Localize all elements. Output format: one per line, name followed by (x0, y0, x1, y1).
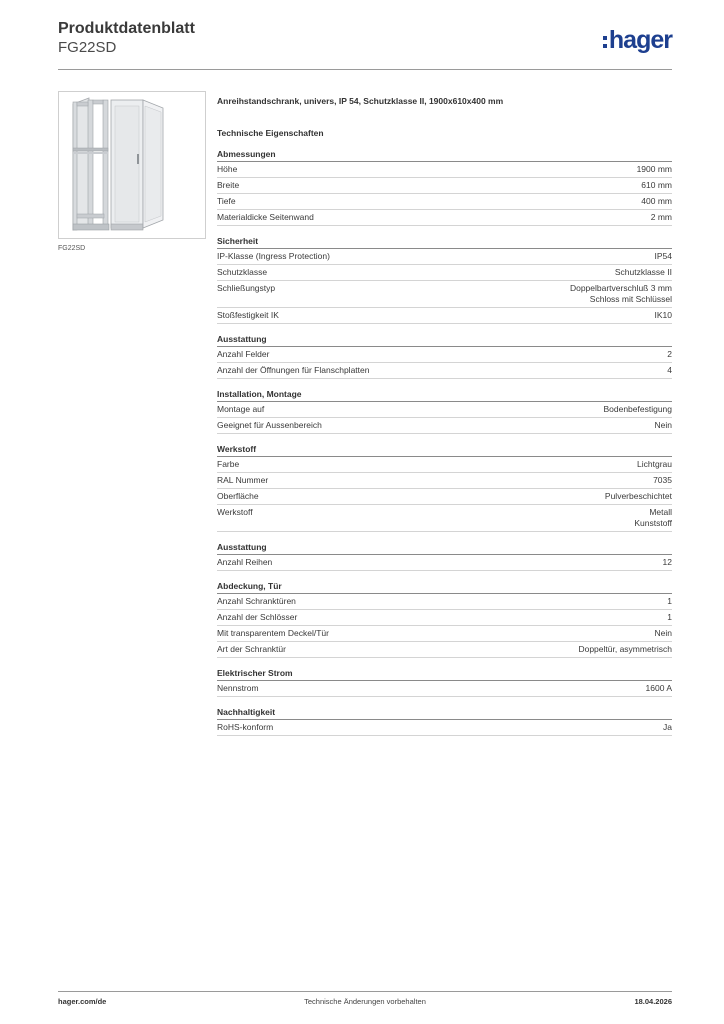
spec-sections (217, 149, 672, 736)
spec-label: RAL Nummer (217, 475, 269, 485)
spec-label: Schutzklasse (217, 267, 268, 277)
product-image (58, 91, 206, 239)
spec-value-line: Bodenbefestigung (603, 404, 672, 414)
spec-value-line: Kunststoff (634, 518, 672, 528)
spec-label: Breite (217, 180, 240, 190)
spec-label: Schließungstyp (217, 283, 276, 293)
spec-value-line: 400 mm (641, 196, 672, 206)
spec-section (217, 444, 672, 532)
spec-row (217, 281, 672, 308)
spec-row (217, 555, 672, 571)
spec-value (570, 283, 672, 305)
spec-value-line: 2 (667, 349, 672, 359)
spec-value-line: Pulverbeschichtet (604, 491, 672, 501)
spec-row (217, 594, 672, 610)
page-footer (58, 997, 672, 1009)
spec-value (655, 251, 673, 262)
section-title: Nachhaltigkeit (217, 707, 672, 720)
spec-value (637, 459, 672, 470)
spec-row (217, 457, 672, 473)
section-title: Installation, Montage (217, 389, 672, 402)
spec-label: Werkstoff (217, 507, 253, 517)
spec-label: IP-Klasse (Ingress Protection) (217, 251, 330, 261)
spec-value (578, 644, 672, 655)
section-title: Sicherheit (217, 236, 672, 249)
spec-section (217, 236, 672, 324)
spec-value (615, 267, 672, 278)
spec-section (217, 334, 672, 379)
spec-value-line: Ja (663, 722, 672, 732)
spec-value (667, 349, 672, 360)
logo-text: hager (608, 26, 672, 54)
spec-label: Farbe (217, 459, 240, 469)
spec-row (217, 162, 672, 178)
spec-section (217, 149, 672, 226)
spec-row (217, 402, 672, 418)
spec-value (646, 683, 672, 694)
spec-label: Tiefe (217, 196, 236, 206)
spec-label: Materialdicke Seitenwand (217, 212, 314, 222)
spec-row (217, 642, 672, 658)
spec-row (217, 178, 672, 194)
spec-value (655, 628, 672, 639)
spec-row (217, 720, 672, 736)
section-title: Elektrischer Strom (217, 668, 672, 681)
spec-label: Anzahl der Öffnungen für Flanschplatten (217, 365, 370, 375)
spec-value-line: 1 (667, 596, 672, 606)
spec-value (653, 475, 672, 486)
spec-row (217, 347, 672, 363)
spec-section (217, 707, 672, 736)
section-title: Abdeckung, Tür (217, 581, 672, 594)
spec-label: Montage auf (217, 404, 265, 414)
spec-label: Anzahl Felder (217, 349, 270, 359)
product-description: Anreihstandschrank, univers, IP 54, Schutzklasse II, 1900x610x400 mm (217, 96, 504, 106)
spec-value (655, 420, 672, 431)
spec-value-line: Lichtgrau (637, 459, 672, 469)
logo-dots-icon (603, 36, 607, 48)
spec-row (217, 610, 672, 626)
section-title: Werkstoff (217, 444, 672, 457)
spec-value-line: 610 mm (641, 180, 672, 190)
spec-value (667, 596, 672, 607)
spec-label: Anzahl Schranktüren (217, 596, 296, 606)
spec-value-line: Schutzklasse II (614, 267, 672, 277)
footer-website[interactable]: hager.com/de (58, 997, 107, 1006)
spec-value (663, 557, 672, 568)
spec-label: Mit transparentem Deckel/Tür (217, 628, 329, 638)
spec-value (634, 507, 672, 529)
image-caption: FG22SD (58, 245, 86, 252)
header-divider (58, 69, 672, 70)
hager-logo (603, 26, 672, 54)
spec-section (217, 389, 672, 434)
spec-label: Nennstrom (217, 683, 259, 693)
spec-row (217, 505, 672, 532)
spec-section (217, 542, 672, 571)
spec-value-line: Nein (654, 420, 672, 430)
spec-section (217, 668, 672, 697)
spec-value-line: Schloss mit Schlüssel (589, 294, 672, 304)
spec-label: Geeignet für Aussenbereich (217, 420, 322, 430)
spec-value-line: 2 mm (650, 212, 672, 222)
spec-row (217, 489, 672, 505)
spec-label: Art der Schranktür (217, 644, 286, 654)
spec-value (667, 612, 672, 623)
spec-value (663, 722, 672, 733)
spec-value-line: Doppeltür, asymmetrisch (578, 644, 672, 654)
section-title: Ausstattung (217, 542, 672, 555)
spec-value (651, 212, 672, 223)
spec-row (217, 249, 672, 265)
spec-row (217, 681, 672, 697)
spec-row (217, 418, 672, 434)
spec-value (667, 365, 672, 376)
spec-value-line: Doppelbartverschluß 3 mm (569, 283, 672, 293)
spec-label: Anzahl Reihen (217, 557, 273, 567)
technical-properties-heading: Technische Eigenschaften (217, 128, 324, 138)
spec-value (637, 164, 672, 175)
cabinet-illustration-icon (59, 92, 205, 238)
spec-label: Anzahl der Schlösser (217, 612, 298, 622)
spec-content (217, 96, 672, 746)
document-title: Produktdatenblatt (58, 20, 195, 37)
spec-value (605, 491, 672, 502)
spec-value-line: 12 (662, 557, 672, 567)
spec-row (217, 194, 672, 210)
spec-label: Oberfläche (217, 491, 259, 501)
spec-row (217, 626, 672, 642)
product-code: FG22SD (58, 39, 117, 56)
spec-row (217, 473, 672, 489)
spec-row (217, 210, 672, 226)
spec-value-line: 1900 mm (636, 164, 672, 174)
spec-value-line: 4 (667, 365, 672, 375)
footer-divider (58, 991, 672, 992)
spec-value-line: IK10 (654, 310, 672, 320)
spec-value-line: Nein (654, 628, 672, 638)
section-title: Ausstattung (217, 334, 672, 347)
spec-label: Stoßfestigkeit IK (217, 310, 279, 320)
page-header (58, 20, 672, 68)
spec-section (217, 581, 672, 658)
spec-value (655, 310, 673, 321)
spec-value (641, 196, 672, 207)
spec-row (217, 265, 672, 281)
spec-label: Höhe (217, 164, 238, 174)
spec-value-line: 7035 (653, 475, 672, 485)
spec-value (641, 180, 672, 191)
spec-row (217, 308, 672, 324)
spec-value-line: IP54 (654, 251, 672, 261)
spec-row (217, 363, 672, 379)
spec-value (603, 404, 672, 415)
section-title: Abmessungen (217, 149, 672, 162)
spec-value-line: Metall (649, 507, 672, 517)
spec-label: RoHS-konform (217, 722, 274, 732)
footer-date: 18.04.2026 (634, 997, 672, 1006)
spec-value-line: 1 (667, 612, 672, 622)
footer-notice: Technische Änderungen vorbehalten (304, 997, 426, 1006)
spec-value-line: 1600 A (645, 683, 672, 693)
